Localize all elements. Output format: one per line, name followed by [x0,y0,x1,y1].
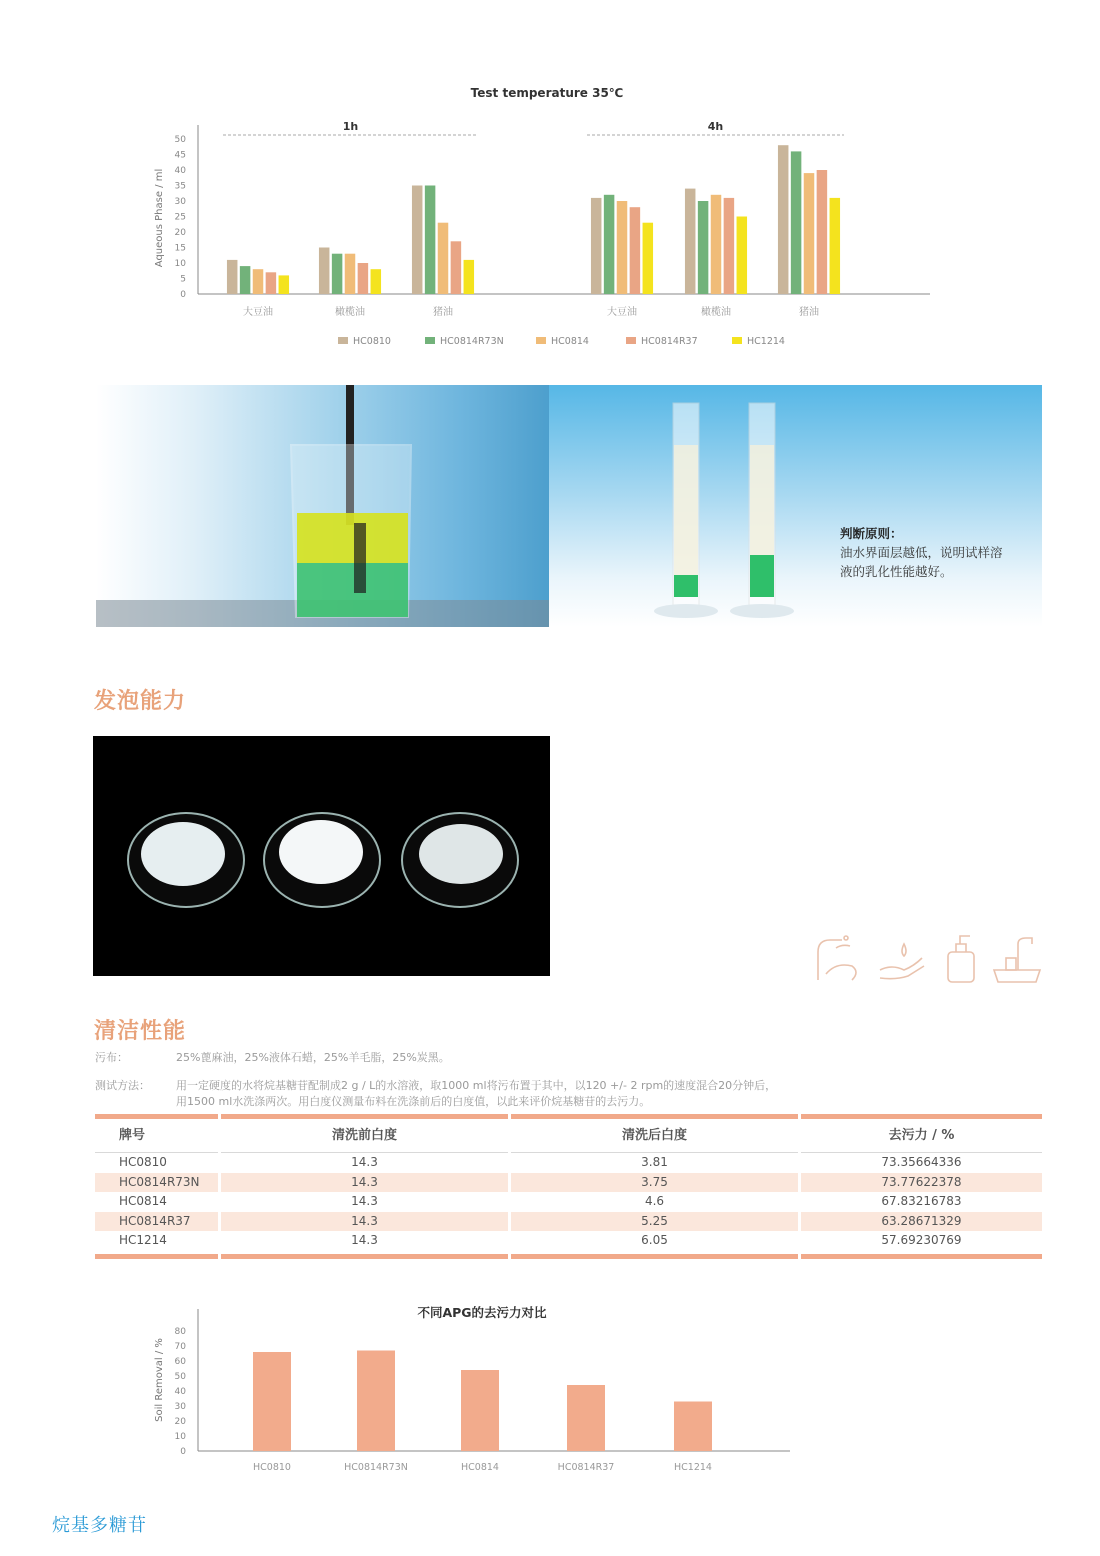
bar-hc0814 [804,173,815,294]
cell-after: 3.81 [641,1155,668,1169]
judgement-principle [840,524,1030,581]
cell-before: 14.3 [221,1212,508,1232]
cell-after: 5.25 [511,1212,798,1232]
table-row [95,1153,1042,1173]
bar-soil-removal [674,1402,712,1452]
bar-hc0810 [778,145,789,294]
application-icons [812,930,1044,986]
y-tick-label: 80 [174,1327,186,1337]
principle-heading: 判断原则： [840,526,903,541]
beaker-photo [96,385,549,627]
chart1-ylabel: Aqueous Phase / ml [154,168,165,268]
table-header [95,1119,1042,1153]
cell-grade: HC0814R37 [95,1212,218,1232]
cell-before: 14.3 [351,1194,378,1209]
chart2-title: 不同APG的去污力对比 [417,1305,547,1320]
bar-soil-removal [461,1370,499,1451]
y-tick-label: 35 [174,181,186,192]
bar-hc0810 [591,198,602,294]
legend-label: HC0814 [551,336,589,347]
bar-hc1214 [737,217,748,295]
group-label: 1h [342,120,359,133]
header-grade: 牌号 [95,1119,218,1153]
method-label: 测试方法： [95,1079,150,1092]
bar-hc0814 [438,223,449,294]
bar-hc0814r73n [332,254,343,294]
legend-label: HC0814R73N [440,336,504,347]
table-row [95,1192,1042,1212]
y-tick-label: 30 [174,1402,186,1412]
category-label: 猪油 [433,307,453,318]
y-tick-label: 20 [174,1417,186,1427]
category-label: HC0810 [253,1462,291,1473]
bar-hc0814r37 [724,198,735,294]
header-removal: 去污力 / % [801,1119,1042,1153]
bar-hc1214 [371,269,382,294]
y-tick-label: 10 [174,1432,186,1442]
bar-soil-removal [567,1385,605,1451]
cell-after: 6.05 [641,1233,668,1248]
chart1-title: Test temperature 35℃ [470,86,624,100]
bar-soil-removal [357,1351,395,1452]
category-label: 橄榄油 [701,307,731,318]
principle-line-1: 油水界面层越低，说明试样溶 [840,545,1003,560]
bar-soil-removal [253,1352,291,1451]
cell-before: 14.3 [221,1173,508,1193]
table-row [95,1173,1042,1193]
bar-hc0814 [711,195,722,294]
category-label: HC0814R73N [344,1462,408,1473]
y-tick-label: 15 [174,243,186,254]
bar-hc0814 [617,201,628,294]
legend-swatch [425,337,435,344]
y-tick-label: 5 [180,274,186,285]
y-tick-label: 50 [174,135,186,145]
cell-grade: HC0814R73N [95,1173,218,1193]
hand-washing-icon [818,936,856,980]
cell-removal: 67.83216783 [881,1194,962,1209]
legend-label: HC0814R37 [641,336,698,347]
bar-hc0814r37 [451,241,462,294]
y-tick-label: 60 [174,1357,186,1367]
header-after: 清洗后白度 [511,1119,798,1153]
bar-hc0814r73n [791,151,802,294]
bar-hc0814r37 [358,263,369,294]
cylinder-photo [549,385,1042,627]
method-line-2: 用1500 ml水洗涤两次。用白度仪测量布料在洗涤前后的白度值，以此来评价烷基糖苷的去污力。 [176,1095,651,1108]
y-tick-label: 50 [174,1372,186,1382]
bar-hc0810 [227,260,238,294]
cylinder-left-icon [654,403,718,618]
legend-label: HC0810 [353,336,391,347]
sink-icon [994,938,1040,982]
y-tick-label: 25 [174,212,186,223]
bar-hc0814r73n [425,186,436,295]
y-tick-label: 40 [174,166,186,176]
category-label: 大豆油 [243,307,273,318]
legend-swatch [338,337,348,344]
y-tick-label: 45 [174,150,186,161]
emulsification-chart [140,78,940,356]
bar-hc1214 [643,223,654,294]
category-label: HC0814 [461,1462,499,1473]
cell-grade: HC0810 [119,1155,167,1169]
table-bottom-band [95,1254,1042,1259]
cleaning-section-title: 清洁性能 [94,1019,187,1044]
bar-hc0814r37 [630,207,641,294]
chart2-ylabel: Soil Removal / % [154,1338,165,1422]
cylinder-right-icon [730,403,794,618]
cleaning-table [95,1114,1042,1259]
foam-dish-icon [402,813,518,907]
brand-footer: 烷基多糖苷 [52,1515,147,1536]
category-label: 橄榄油 [335,307,365,318]
bar-hc0814r73n [698,201,709,294]
category-label: 大豆油 [607,307,637,318]
principle-line-2: 液的乳化性能越好。 [840,564,953,579]
soil-label: 污布： [95,1051,128,1064]
cell-before: 14.3 [351,1155,378,1169]
cell-after: 3.75 [511,1173,798,1193]
foam-photo [93,736,550,976]
cell-after: 4.6 [644,1194,665,1209]
legend-swatch [732,337,742,344]
bar-hc0814r37 [817,170,828,294]
cell-grade: HC0814 [119,1194,167,1209]
method-line-1: 用一定硬度的水将烷基糖苷配制成2 g / L的水溶液，取1000 ml将污布置于其中，以120 +/- 2 rpm的速度混合20分钟后， [176,1079,777,1092]
y-tick-label: 0 [180,1447,186,1457]
y-tick-label: 10 [174,259,186,269]
cell-removal: 73.35664336 [881,1155,962,1169]
bar-hc0810 [685,189,696,294]
bar-hc0814r37 [266,272,277,294]
cell-removal: 63.28671329 [801,1212,1042,1232]
group-label: 4h [707,120,724,133]
soap-bottle-icon [948,936,974,982]
header-before: 清洗前白度 [221,1119,508,1153]
bar-hc1214 [830,198,841,294]
y-tick-label: 0 [180,290,186,300]
foam-dish-icon [264,813,380,907]
hand-care-icon [880,944,924,979]
bar-hc0810 [319,248,330,295]
cell-before: 14.3 [351,1233,378,1248]
bar-hc0814 [253,269,264,294]
soil-removal-chart [140,1296,820,1486]
cell-grade: HC1214 [119,1233,167,1248]
category-label: HC0814R37 [557,1462,615,1473]
bar-hc0814r73n [604,195,615,294]
bar-hc0814r73n [240,266,251,294]
legend-swatch [536,337,546,344]
foam-section-title: 发泡能力 [94,689,187,714]
soil-text: 25%蓖麻油，25%液体石蜡，25%羊毛脂，25%炭黑。 [176,1051,450,1064]
y-tick-label: 40 [174,1387,186,1397]
bar-hc0810 [412,186,423,295]
y-tick-label: 20 [174,228,186,238]
foam-dish-icon [128,813,244,907]
category-label: HC1214 [674,1462,712,1473]
bar-hc0814 [345,254,356,294]
bar-hc1214 [279,275,290,294]
table-row [95,1212,1042,1232]
table-row [95,1231,1042,1251]
cell-removal: 73.77622378 [801,1173,1042,1193]
bar-hc1214 [464,260,475,294]
y-tick-label: 30 [174,197,186,207]
category-label: 猪油 [799,307,819,318]
cell-removal: 57.69230769 [881,1233,962,1248]
legend-label: HC1214 [747,336,785,347]
y-tick-label: 70 [174,1342,186,1352]
legend-swatch [626,337,636,344]
